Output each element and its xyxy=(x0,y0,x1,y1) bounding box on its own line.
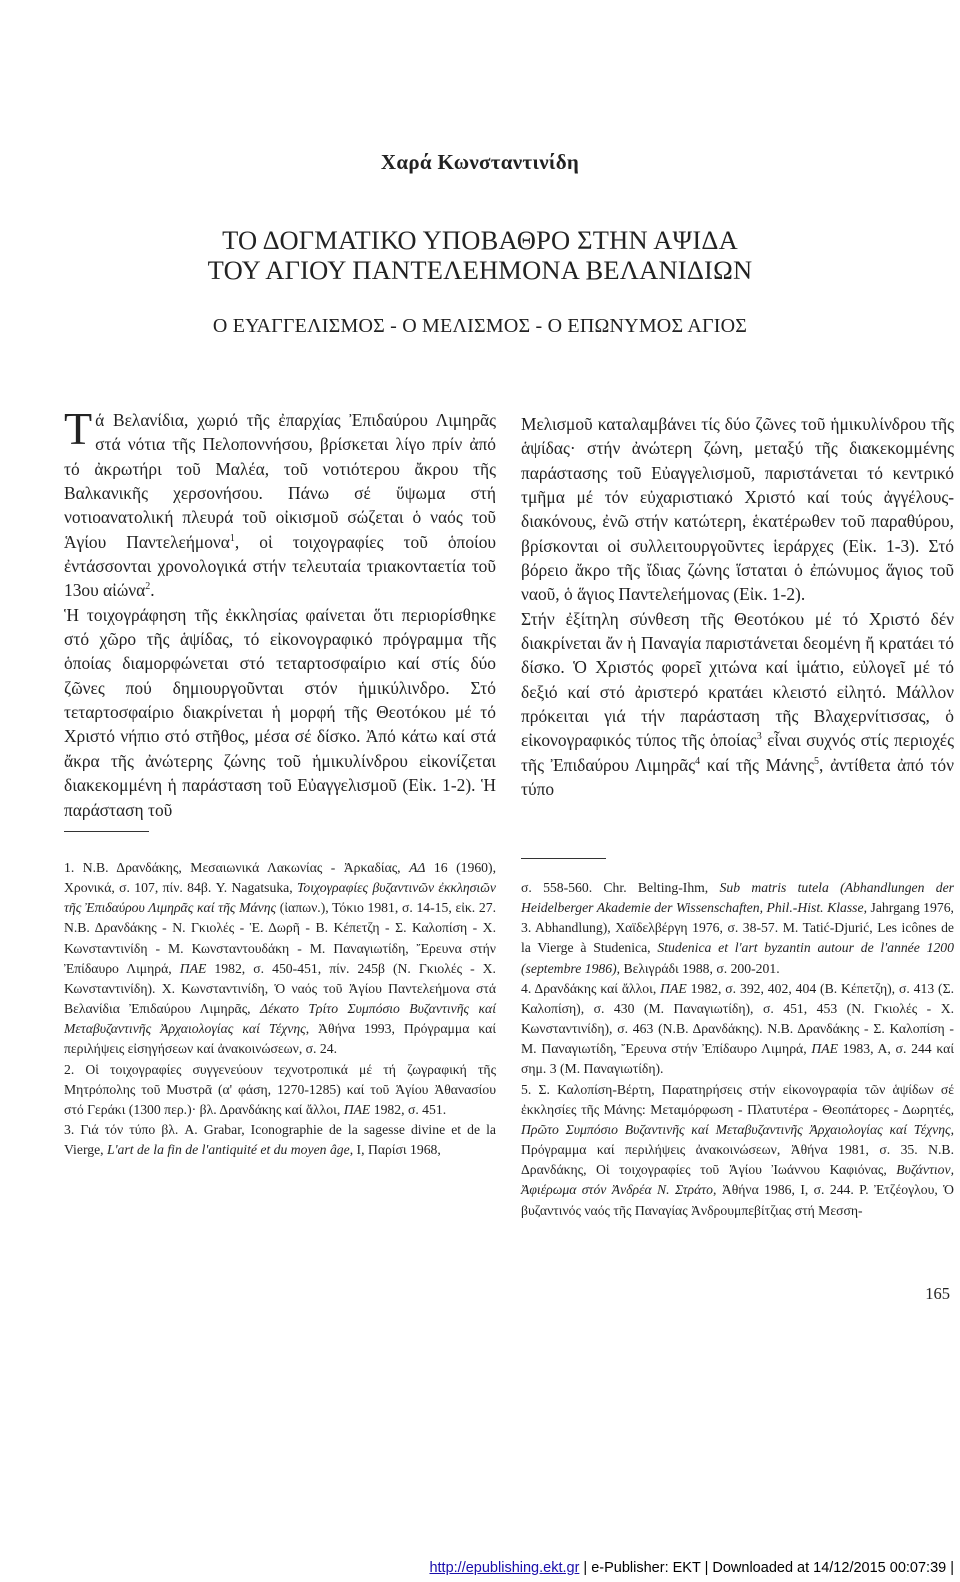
footnote-ref: 5 xyxy=(814,756,820,768)
body-paragraph xyxy=(64,403,496,603)
title-line-1: ΤΟ ΔΟΓΜΑΤΙΚΟ ΥΠΟΒΑΘΡΟ ΣΤΗΝ ΑΨΙΔΑ xyxy=(222,225,738,255)
footnote-book-title: Βυζάντιον, Ἀφιέρωμα στόν Ἀνδρέα Ν. Στράτο xyxy=(521,1162,954,1198)
footnote-book-title: Sub matris tutela (Abhandlungen der Heidelberger Akademie der Wissenschaften, Phil.-Hist. Klasse xyxy=(521,880,955,916)
footnote-5 xyxy=(521,1080,954,1221)
body-text: ά Βελανίδια, χωριό τῆς ἐπαρχίας Ἐπιδαύρου Λιμηρᾶς στά νότια τῆς Πελοποννήσου, βρίσκεται λίγο πρίν ἀπό τό ἀκρωτήρι τοῦ Μαλέα, τοῦ νοτιότερου ἄκρου τῆς Βαλκανικῆς χερσονήσου. Πάνω σέ ὕψωμα στή νοτιοανατολική πλευρά τοῦ οἰκισμοῦ σώζεται ὁ ναός τοῦ Ἁγίου Παντελεήμονα xyxy=(64,410,496,552)
footnote-journal: ΑΔ xyxy=(409,860,426,875)
footnote-journal: ΠΑΕ xyxy=(811,1041,838,1057)
footnote-text: 2. Οἱ τοιχογραφίες συγγενεύουν τεχνοτροπικά μέ τή ζωγραφική τῆς Μητρόπολης τοῦ Μυστρᾶ (α' φάση, 1270-1285) καί τοῦ Ἁγίου Ἀθανασίου στό Γεράκι (1300 περ.)· βλ. Δρανδάκης καί ἄλλοι, xyxy=(64,1061,496,1117)
download-footer xyxy=(429,1560,954,1576)
drop-cap: Τ xyxy=(64,403,93,454)
footnote-text: 4. Δρανδάκης καί ἄλλοι, xyxy=(521,980,661,996)
footnote-1 xyxy=(64,858,496,1060)
footnote-3 xyxy=(64,1120,496,1160)
footnote-journal: ΠΑΕ xyxy=(660,980,687,996)
body-text: καί τῆς Μάνης xyxy=(700,754,815,775)
body-text: . xyxy=(150,580,155,601)
publisher-link[interactable]: http://epublishing.ekt.gr xyxy=(429,1560,580,1576)
footnote-text: 16 (1960), Χρονικά, σ. 107, πίν. 84β. Y. Nagatsuka, xyxy=(64,860,496,896)
footnote-book-title: Πρῶτο Συμπόσιο Βυζαντινῆς καί Μεταβυζαντινῆς Ἀρχαιολογίας καί Τέχνης xyxy=(521,1121,951,1137)
footnote-divider xyxy=(521,858,606,859)
article-title xyxy=(0,225,960,285)
footnote-ref: 2 xyxy=(145,581,151,593)
footer-text: | e-Publisher: EKT | Downloaded at 14/12/2015 00:07:39 | xyxy=(579,1560,954,1576)
footnote-2 xyxy=(64,1060,496,1120)
footnote-divider xyxy=(64,831,149,832)
footnote-text: 1. Ν.Β. Δρανδάκης, Μεσαιωνικά Λακωνίας - Ἀρκαδίας, xyxy=(64,860,410,875)
footnote-text: , Ἀθήνα 1986, I, σ. 244. Ρ. Ἐτζέογλου, Ὁ βυζαντινός ναός τῆς Παναγίας Ἀνδρουμπεβίτζιας στή Μεσση- xyxy=(521,1182,954,1218)
footnote-text: , Jahrgang 1976, 3. Abhandlung), Χαϊδελβέργη 1976, σ. 38-57. M. Tatić-Djurić, Les icônes de la Vierge à Studenica, xyxy=(521,900,954,956)
footnote-text: (ἰαπων.), Τόκιο 1981, σ. 14-15, εἰκ. 27. Ν.Β. Δρανδάκης - Ν. Γκιολές - Ἑ. Δωρῆ - Β. Κέπετζη - Σ. Καλοπίση - Χ. Κωνσταντινίδη - Μ. Κωνσταντουδάκη - Μ. Παναγιωτίδη, Ἔρευνα στήν Ἐπίδαυρο Λιμηρά, xyxy=(64,900,497,976)
footnote-ref: 4 xyxy=(695,756,701,768)
body-paragraph xyxy=(521,607,954,802)
author-name: Χαρά Κωνσταντινίδη xyxy=(380,150,580,174)
footnote-ref: 1 xyxy=(229,532,235,544)
footnote-book-title: L'art de la fin de l'antiquité et du moyen âge xyxy=(107,1142,350,1158)
footnote-book-title: Τοιχογραφίες βυζαντινῶν ἐκκλησιῶν τῆς Ἐπιδαύρου Λιμηρᾶς καί τῆς Μάνης xyxy=(64,880,496,916)
footnote-text: , Ἀθήνα 1993, Πρόγραμμα καί περιλήψεις εἰσηγήσεων καί ἀνακοινώσεων, σ. 24. xyxy=(64,1021,497,1057)
article-subtitle: Ο ΕΥΑΓΓΕΛΙΣΜΟΣ - Ο ΜΕΛΙΣΜΟΣ - Ο ΕΠΩΝΥΜΟΣ ΑΓΙΟΣ xyxy=(212,315,748,337)
footnote-4 xyxy=(521,979,954,1080)
body-column-right xyxy=(521,412,954,802)
footnotes-left xyxy=(64,858,496,1160)
footnote-text: 5. Σ. Καλοπίση-Βέρτη, Παρατηρήσεις στήν εἰκονογραφία τῶν ἁψίδων σέ ἐκκλησίες τῆς Μάνης: Μεταμόρφωση - Πλατυτέρα - Θεοπάτορες - Δωρητές, xyxy=(521,1081,954,1117)
footnote-text: , Πρόγραμμα καί περιλήψεις ἀνακοινώσεων, Ἀθήνα 1981, σ. 35. Ν.Β. Δρανδάκης, Οἱ τοιχογραφίες τοῦ Ἁγίου Ἰωάννου Καφιόνας, xyxy=(521,1121,954,1178)
footnote-text: , Βελιγράδι 1988, σ. 200-201. xyxy=(616,960,780,976)
body-paragraph: Ἡ τοιχογράφηση τῆς ἐκκλησίας φαίνεται ὅτι περιορίσθηκε στό χῶρο τῆς ἁψίδας, τό εἰκονογραφικό πρόγραμμα τῆς ὁποίας διαμορφώνεται στό τεταρτοσφαίριο καί στίς δύο ζῶνες πού δημιουργοῦνται στόν ἡμικύλινδρο. Στό τεταρτοσφαίριο διακρίνεται ἡ μορφή τῆς Θεοτόκου μέ τό Χριστό νήπιο στό στῆθος, μέσα σέ δίσκο. Ἀπό κάτω καί στά ἄκρα τῆς ἀνώτερης ζώνης τοῦ ἡμικυλίνδρου εἰκονίζεται διακεκομμένη ἡ παράσταση τοῦ Εὐαγγελισμοῦ (Εἰκ. 1-2). Ἡ παράσταση τοῦ xyxy=(64,604,496,820)
body-column-left xyxy=(64,403,496,822)
page-number: 165 xyxy=(925,1284,950,1303)
body-text: Στήν ἐξίτηλη σύνθεση τῆς Θεοτόκου μέ τό Χριστό δέν διακρίνεται ἄν ἡ Παναγία παριστάνεται δεομένη ἤ κρατάει τό δίσκο. Ὁ Χριστός φορεῖ χιτώνα καί ἱμάτιο, εὐλογεῖ μέ τό δεξιό καί στό ἀριστερό κρατάει κλειστό εἰλητό. Μάλλον πρόκειται γιά τήν παράσταση τῆς Βλαχερνίτισσας, ὁ εἰκονογραφικός τύπος τῆς ὁποίας xyxy=(521,608,954,751)
body-text: εἶναι συχνός στίς περιοχές τῆς Ἐπιδαύρου Λιμηρᾶς xyxy=(521,730,954,775)
body-paragraph: Μελισμοῦ καταλαμβάνει τίς δύο ζῶνες τοῦ ἡμικυλίνδρου τῆς ἁψίδας· στήν ἀνώτερη ζώνη, μεταξύ τῆς διακεκομμένης παράστασης τοῦ Εὐαγγελισμοῦ, παριστάνεται τό κεντρικό τμῆμα μέ τόν εὐχαριστιακό Χριστό καί τούς ἀγγέλους-διακόνους, ἐνῶ στήν κατώτερη, ἑκατέρωθεν τοῦ παραθύρου, βρίσκονται οἱ συλλειτουργοῦντες ἱεράρχες (Εἰκ. 1-3). Στό βόρειο ἄκρο τῆς ἴδιας ζώνης ἵσταται ὁ ἐπώνυμος ἅγιος τοῦ ναοῦ, ὁ ἅγιος Παντελεήμονας (Εἰκ. 1-2). xyxy=(521,414,954,605)
footnote-journal: ΠΑΕ xyxy=(179,960,207,976)
footnote-text: 1982, σ. 451. xyxy=(370,1101,447,1117)
footnote-text: σ. 558-560. Chr. Belting-Ihm, xyxy=(521,880,720,895)
footnote-text: 1983, Α, σ. 244 καί σημ. 3 (Μ. Παναγιωτίδη). xyxy=(521,1041,954,1077)
footnote-journal: ΠΑΕ xyxy=(343,1101,371,1117)
footnote-text: 1982, σ. 392, 402, 404 (Β. Κέπετζη), σ. 413 (Σ. Καλοπίση), σ. 430 (Μ. Παναγιωτίδη), σ. 451, 453 (Ν. Γκιολές - Χ. Κωνσταντινίδη), σ. 463 (Ν.Β. Δρανδάκης). Ν.Β. Δρανδάκης - Σ. Καλοπίση - Μ. Παναγιωτίδη, Ἔρευνα στήν Ἐπίδαυρο Λιμηρά, xyxy=(521,980,955,1057)
footnote-book-title: Studenica et l'art byzantin autour de l'année 1200 (septembre 1986) xyxy=(521,940,954,976)
body-text: , ἀντίθετα ἀπό τόν τύπο xyxy=(521,754,954,800)
footnote-text: 3. Γιά τόν τύπο βλ. A. Grabar, Iconographie de la sagesse divine et de la Vierge, xyxy=(64,1122,496,1158)
title-line-2: ΤΟΥ ΑΓΙΟΥ ΠΑΝΤΕΛΕΗΜΟΝΑ ΒΕΛΑΝΙΔΙΩΝ xyxy=(207,255,753,285)
footnote-book-title: Δέκατο Τρίτο Συμπόσιο Βυζαντινῆς καί Μεταβυζαντινῆς Ἀρχαιολογίας καί Τέχνης xyxy=(64,1001,497,1037)
footnote-3-continued xyxy=(521,878,954,979)
body-text: , οἱ τοιχογραφίες τοῦ ὁποίου ἐντάσσονται χρονολογικά στήν τελευταία τριακονταετία τοῦ 13ου αἰώνα xyxy=(64,531,496,601)
footnote-text: , I, Παρίσι 1968, xyxy=(349,1142,441,1158)
footnotes-right xyxy=(521,878,954,1221)
footnote-ref: 3 xyxy=(756,731,762,743)
footnote-text: 1982, σ. 450-451, πίν. 245β (Ν. Γκιολές - Χ. Κωνσταντινίδη). Χ. Κωνσταντινίδη, Ὁ ναός τοῦ Ἁγίου Παντελεήμονα στά Βελανίδια Ἐπιδαύρου Λιμηρᾶς, xyxy=(64,960,496,1017)
